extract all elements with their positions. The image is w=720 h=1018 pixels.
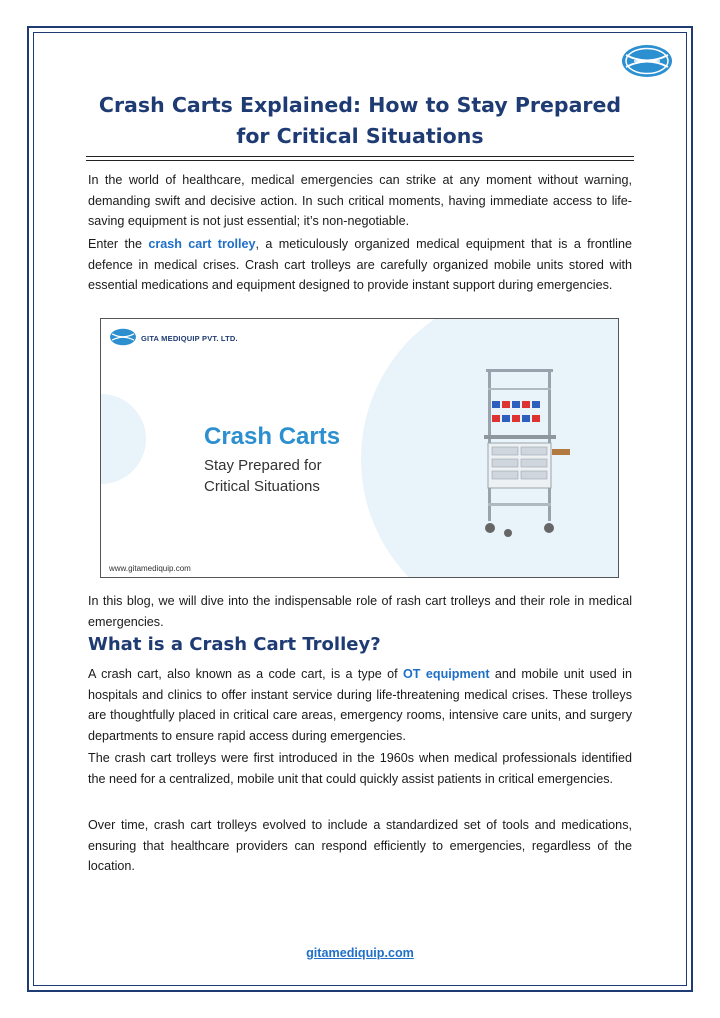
page-footer: [0, 944, 720, 962]
section-paragraph-3: Over time, crash cart trolleys evolved to include a standardized set of tools and medications, ensuring that healthcare providers can respond efficiently to emergencies, regardless of the location.: [88, 818, 632, 873]
section-p1-text-before: A crash cart, also known as a code cart, is a type of: [88, 667, 403, 681]
banner-subheading: [204, 455, 322, 497]
page-title: Crash Carts Explained: How to Stay Prepared for Critical Situations: [98, 93, 622, 148]
intro-p2-text-after: , a meticulously organized medical equipment that is a frontline defence in medical crises. Crash cart trolleys are carefully organized mobile units stored with essential medications and equipment designed to provide instant support during emergencies.: [88, 237, 632, 292]
crash-cart-illustration: [466, 363, 576, 543]
section-heading: What is a Crash Cart Trolley?: [88, 634, 381, 655]
blog-intro-paragraph: In this blog, we will dive into the indispensable role of rash cart trolleys and their role in medical emergencies.: [88, 594, 632, 629]
intro-p2-text-before: Enter the: [88, 237, 149, 251]
ot-equipment-link[interactable]: OT equipment: [403, 667, 490, 681]
intro-paragraph-2: [88, 234, 632, 296]
title-divider-second: [86, 160, 634, 161]
section-p1-text-after: and mobile unit used in hospitals and clinics to offer instant service during life-threatening medical crises. These trolleys are thoughtfully placed in critical care areas, emergency rooms, intensive care units, and surgery departments to ensure rapid access during emergencies.: [88, 667, 632, 743]
title-divider: [86, 156, 634, 157]
banner-website-url: www.gitamediquip.com: [109, 564, 191, 573]
banner-company-name: GITA MEDIQUIP PVT. LTD.: [141, 334, 238, 343]
banner-heading: Crash Carts: [204, 423, 341, 450]
intro-paragraph-1: In the world of healthcare, medical emergencies can strike at any moment without warning, demanding swift and decisive action. In such critical moments, having immediate access to life-saving equipment is not just essential; it’s non-negotiable.: [88, 173, 632, 228]
banner-subheading-line-1: Stay Prepared for: [204, 457, 322, 474]
section-paragraph-2: The crash cart trolleys were first introduced in the 1960s when medical professionals identified the need for a centralized, mobile unit that could quickly assist patients in critical emergencies.: [88, 751, 632, 786]
footer-website-link[interactable]: gitamediquip.com: [306, 946, 414, 960]
hero-banner-image: [100, 318, 619, 578]
section-paragraph-1: [88, 664, 632, 746]
banner-subheading-line-2: Critical Situations: [204, 478, 320, 495]
banner-logo-icon: [109, 327, 137, 347]
company-logo-icon: [620, 42, 674, 80]
crash-cart-trolley-link[interactable]: crash cart trolley: [148, 237, 256, 251]
